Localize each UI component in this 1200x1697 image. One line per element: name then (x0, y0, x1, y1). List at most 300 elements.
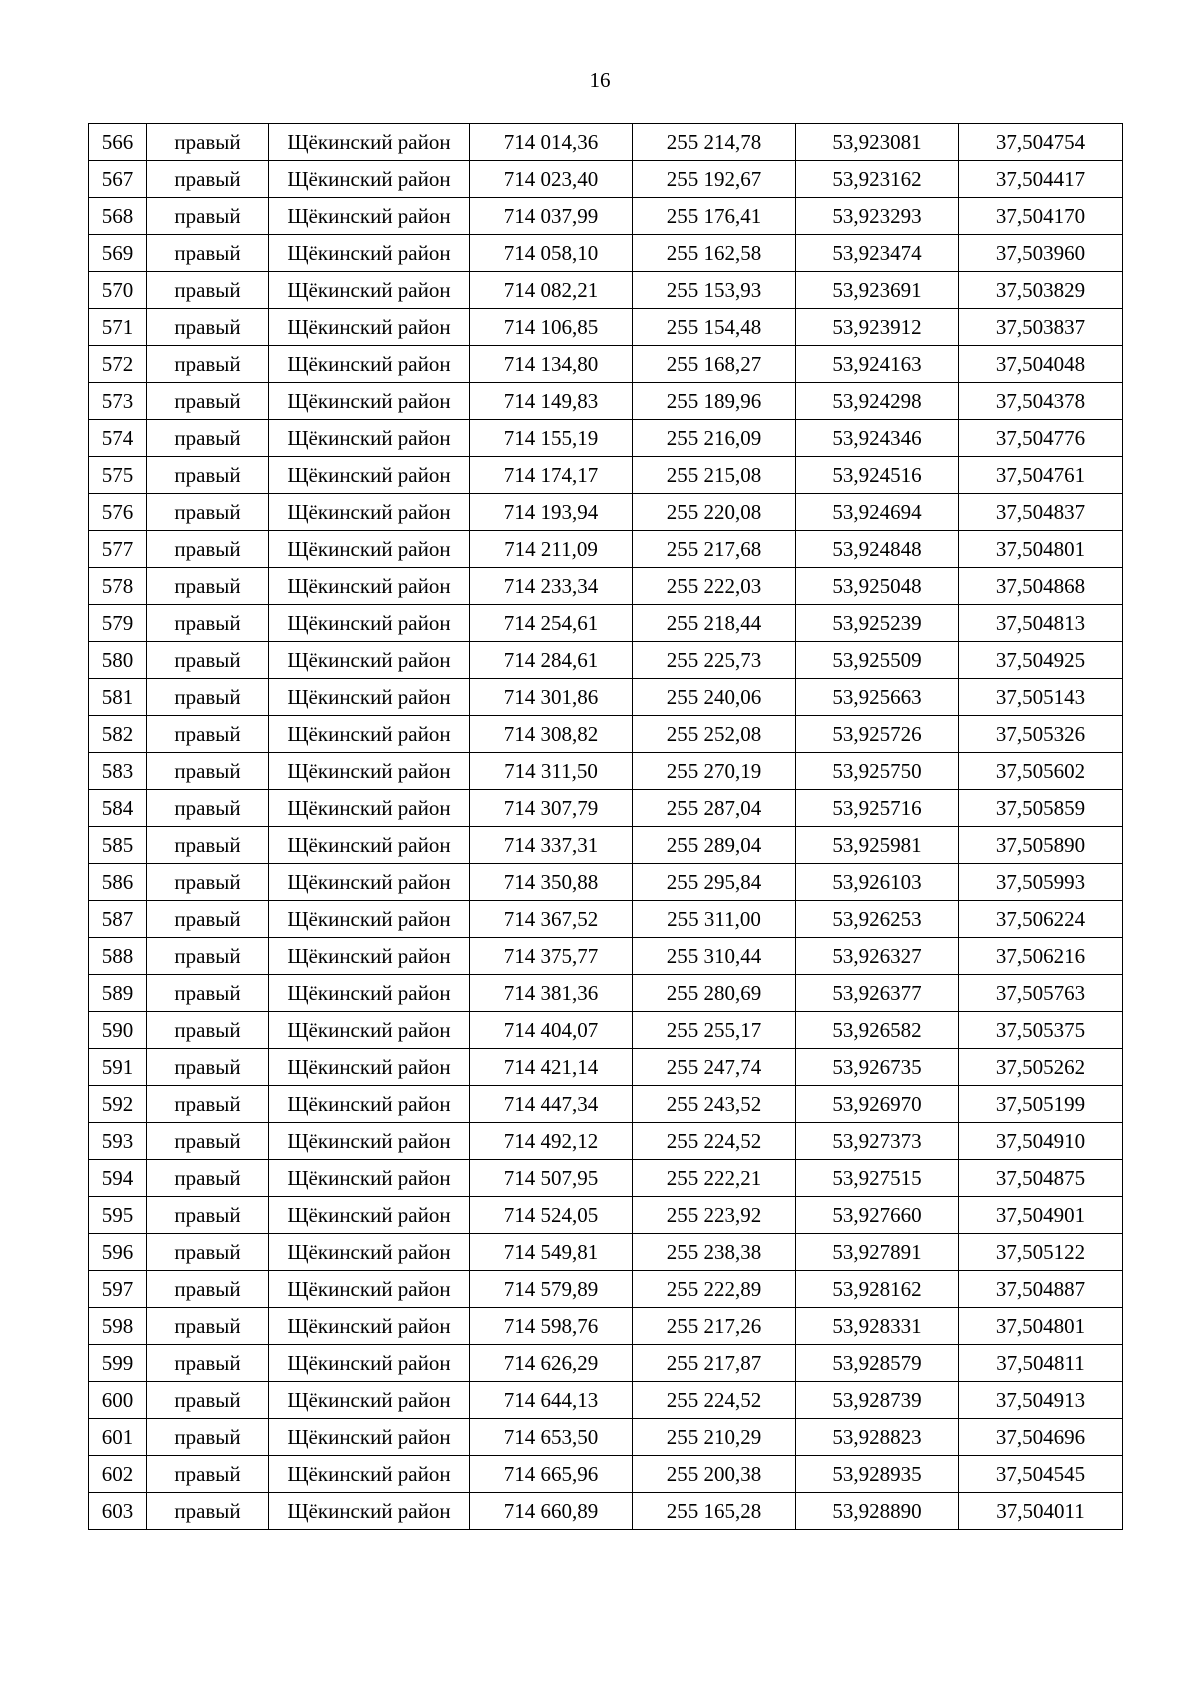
bank-side-cell: правый (147, 1234, 269, 1271)
x-coordinate-cell: 714 023,40 (470, 161, 633, 198)
latitude-cell: 53,923162 (796, 161, 959, 198)
latitude-cell: 53,928935 (796, 1456, 959, 1493)
longitude-cell: 37,504837 (959, 494, 1123, 531)
latitude-cell: 53,925716 (796, 790, 959, 827)
bank-side-cell: правый (147, 679, 269, 716)
district-cell: Щёкинский район (269, 864, 470, 901)
table-row (89, 1049, 1123, 1086)
longitude-cell: 37,504170 (959, 198, 1123, 235)
x-coordinate-cell: 714 644,13 (470, 1382, 633, 1419)
bank-side-cell: правый (147, 568, 269, 605)
x-coordinate-cell: 714 037,99 (470, 198, 633, 235)
table-row (89, 1382, 1123, 1419)
x-coordinate-cell: 714 447,34 (470, 1086, 633, 1123)
bank-side-cell: правый (147, 309, 269, 346)
longitude-cell: 37,504801 (959, 1308, 1123, 1345)
bank-side-cell: правый (147, 827, 269, 864)
latitude-cell: 53,924694 (796, 494, 959, 531)
table-row (89, 679, 1123, 716)
longitude-cell: 37,506216 (959, 938, 1123, 975)
table-row (89, 753, 1123, 790)
table-row (89, 1308, 1123, 1345)
longitude-cell: 37,504801 (959, 531, 1123, 568)
longitude-cell: 37,504925 (959, 642, 1123, 679)
point-number-cell: 571 (89, 309, 147, 346)
x-coordinate-cell: 714 660,89 (470, 1493, 633, 1530)
bank-side-cell: правый (147, 494, 269, 531)
bank-side-cell: правый (147, 531, 269, 568)
latitude-cell: 53,925509 (796, 642, 959, 679)
district-cell: Щёкинский район (269, 420, 470, 457)
x-coordinate-cell: 714 381,36 (470, 975, 633, 1012)
point-number-cell: 581 (89, 679, 147, 716)
point-number-cell: 592 (89, 1086, 147, 1123)
district-cell: Щёкинский район (269, 309, 470, 346)
x-coordinate-cell: 714 308,82 (470, 716, 633, 753)
y-coordinate-cell: 255 222,03 (633, 568, 796, 605)
table-row (89, 272, 1123, 309)
y-coordinate-cell: 255 223,92 (633, 1197, 796, 1234)
latitude-cell: 53,927373 (796, 1123, 959, 1160)
bank-side-cell: правый (147, 864, 269, 901)
table-row (89, 901, 1123, 938)
longitude-cell: 37,504887 (959, 1271, 1123, 1308)
x-coordinate-cell: 714 549,81 (470, 1234, 633, 1271)
longitude-cell: 37,504754 (959, 124, 1123, 161)
x-coordinate-cell: 714 653,50 (470, 1419, 633, 1456)
district-cell: Щёкинский район (269, 605, 470, 642)
latitude-cell: 53,923293 (796, 198, 959, 235)
bank-side-cell: правый (147, 790, 269, 827)
point-number-cell: 586 (89, 864, 147, 901)
longitude-cell: 37,505199 (959, 1086, 1123, 1123)
table-row (89, 605, 1123, 642)
point-number-cell: 575 (89, 457, 147, 494)
district-cell: Щёкинский район (269, 1012, 470, 1049)
table-row (89, 457, 1123, 494)
latitude-cell: 53,924163 (796, 346, 959, 383)
district-cell: Щёкинский район (269, 827, 470, 864)
bank-side-cell: правый (147, 975, 269, 1012)
longitude-cell: 37,503837 (959, 309, 1123, 346)
table-row (89, 642, 1123, 679)
table-row (89, 1234, 1123, 1271)
district-cell: Щёкинский район (269, 235, 470, 272)
y-coordinate-cell: 255 200,38 (633, 1456, 796, 1493)
x-coordinate-cell: 714 367,52 (470, 901, 633, 938)
x-coordinate-cell: 714 254,61 (470, 605, 633, 642)
y-coordinate-cell: 255 210,29 (633, 1419, 796, 1456)
district-cell: Щёкинский район (269, 346, 470, 383)
table-row (89, 383, 1123, 420)
point-number-cell: 572 (89, 346, 147, 383)
bank-side-cell: правый (147, 161, 269, 198)
district-cell: Щёкинский район (269, 1382, 470, 1419)
district-cell: Щёкинский район (269, 1308, 470, 1345)
table-row (89, 1345, 1123, 1382)
y-coordinate-cell: 255 220,08 (633, 494, 796, 531)
latitude-cell: 53,928739 (796, 1382, 959, 1419)
table-row (89, 938, 1123, 975)
latitude-cell: 53,927891 (796, 1234, 959, 1271)
longitude-cell: 37,505326 (959, 716, 1123, 753)
point-number-cell: 587 (89, 901, 147, 938)
y-coordinate-cell: 255 214,78 (633, 124, 796, 161)
table-row (89, 420, 1123, 457)
x-coordinate-cell: 714 579,89 (470, 1271, 633, 1308)
district-cell: Щёкинский район (269, 1160, 470, 1197)
district-cell: Щёкинский район (269, 1493, 470, 1530)
longitude-cell: 37,504378 (959, 383, 1123, 420)
bank-side-cell: правый (147, 716, 269, 753)
y-coordinate-cell: 255 255,17 (633, 1012, 796, 1049)
district-cell: Щёкинский район (269, 1456, 470, 1493)
bank-side-cell: правый (147, 938, 269, 975)
latitude-cell: 53,926377 (796, 975, 959, 1012)
point-number-cell: 580 (89, 642, 147, 679)
longitude-cell: 37,505122 (959, 1234, 1123, 1271)
district-cell: Щёкинский район (269, 975, 470, 1012)
x-coordinate-cell: 714 598,76 (470, 1308, 633, 1345)
page-number: 16 (589, 68, 611, 92)
coordinates-table (88, 123, 1123, 1530)
x-coordinate-cell: 714 174,17 (470, 457, 633, 494)
y-coordinate-cell: 255 176,41 (633, 198, 796, 235)
bank-side-cell: правый (147, 124, 269, 161)
latitude-cell: 53,923912 (796, 309, 959, 346)
point-number-cell: 569 (89, 235, 147, 272)
x-coordinate-cell: 714 106,85 (470, 309, 633, 346)
y-coordinate-cell: 255 216,09 (633, 420, 796, 457)
latitude-cell: 53,928579 (796, 1345, 959, 1382)
y-coordinate-cell: 255 215,08 (633, 457, 796, 494)
longitude-cell: 37,506224 (959, 901, 1123, 938)
district-cell: Щёкинский район (269, 1197, 470, 1234)
point-number-cell: 582 (89, 716, 147, 753)
bank-side-cell: правый (147, 1086, 269, 1123)
y-coordinate-cell: 255 217,26 (633, 1308, 796, 1345)
y-coordinate-cell: 255 295,84 (633, 864, 796, 901)
latitude-cell: 53,923691 (796, 272, 959, 309)
bank-side-cell: правый (147, 420, 269, 457)
y-coordinate-cell: 255 217,68 (633, 531, 796, 568)
table-row (89, 568, 1123, 605)
latitude-cell: 53,927660 (796, 1197, 959, 1234)
y-coordinate-cell: 255 310,44 (633, 938, 796, 975)
y-coordinate-cell: 255 189,96 (633, 383, 796, 420)
latitude-cell: 53,925663 (796, 679, 959, 716)
bank-side-cell: правый (147, 1419, 269, 1456)
y-coordinate-cell: 255 218,44 (633, 605, 796, 642)
x-coordinate-cell: 714 492,12 (470, 1123, 633, 1160)
y-coordinate-cell: 255 287,04 (633, 790, 796, 827)
point-number-cell: 593 (89, 1123, 147, 1160)
district-cell: Щёкинский район (269, 901, 470, 938)
y-coordinate-cell: 255 222,89 (633, 1271, 796, 1308)
bank-side-cell: правый (147, 198, 269, 235)
district-cell: Щёкинский район (269, 1123, 470, 1160)
latitude-cell: 53,925726 (796, 716, 959, 753)
y-coordinate-cell: 255 238,38 (633, 1234, 796, 1271)
table-row (89, 1197, 1123, 1234)
y-coordinate-cell: 255 280,69 (633, 975, 796, 1012)
bank-side-cell: правый (147, 457, 269, 494)
point-number-cell: 591 (89, 1049, 147, 1086)
x-coordinate-cell: 714 626,29 (470, 1345, 633, 1382)
x-coordinate-cell: 714 337,31 (470, 827, 633, 864)
district-cell: Щёкинский район (269, 1049, 470, 1086)
longitude-cell: 37,504011 (959, 1493, 1123, 1530)
latitude-cell: 53,925048 (796, 568, 959, 605)
table-row (89, 198, 1123, 235)
bank-side-cell: правый (147, 383, 269, 420)
table-row (89, 1271, 1123, 1308)
longitude-cell: 37,505143 (959, 679, 1123, 716)
district-cell: Щёкинский район (269, 790, 470, 827)
district-cell: Щёкинский район (269, 568, 470, 605)
point-number-cell: 574 (89, 420, 147, 457)
x-coordinate-cell: 714 524,05 (470, 1197, 633, 1234)
latitude-cell: 53,927515 (796, 1160, 959, 1197)
latitude-cell: 53,923474 (796, 235, 959, 272)
bank-side-cell: правый (147, 642, 269, 679)
table-row (89, 531, 1123, 568)
longitude-cell: 37,504545 (959, 1456, 1123, 1493)
bank-side-cell: правый (147, 1197, 269, 1234)
bank-side-cell: правый (147, 1012, 269, 1049)
bank-side-cell: правый (147, 1345, 269, 1382)
x-coordinate-cell: 714 211,09 (470, 531, 633, 568)
y-coordinate-cell: 255 270,19 (633, 753, 796, 790)
district-cell: Щёкинский район (269, 1419, 470, 1456)
longitude-cell: 37,505602 (959, 753, 1123, 790)
table-row (89, 494, 1123, 531)
table-row (89, 1419, 1123, 1456)
latitude-cell: 53,928331 (796, 1308, 959, 1345)
table-row (89, 309, 1123, 346)
longitude-cell: 37,505859 (959, 790, 1123, 827)
point-number-cell: 601 (89, 1419, 147, 1456)
table-row (89, 1086, 1123, 1123)
y-coordinate-cell: 255 192,67 (633, 161, 796, 198)
coordinates-table-body (89, 124, 1123, 1530)
latitude-cell: 53,925981 (796, 827, 959, 864)
x-coordinate-cell: 714 307,79 (470, 790, 633, 827)
bank-side-cell: правый (147, 1049, 269, 1086)
bank-side-cell: правый (147, 272, 269, 309)
point-number-cell: 584 (89, 790, 147, 827)
bank-side-cell: правый (147, 1271, 269, 1308)
y-coordinate-cell: 255 240,06 (633, 679, 796, 716)
table-row (89, 1493, 1123, 1530)
table-row (89, 1160, 1123, 1197)
longitude-cell: 37,503960 (959, 235, 1123, 272)
table-row (89, 827, 1123, 864)
point-number-cell: 597 (89, 1271, 147, 1308)
point-number-cell: 568 (89, 198, 147, 235)
latitude-cell: 53,926103 (796, 864, 959, 901)
table-row (89, 716, 1123, 753)
point-number-cell: 599 (89, 1345, 147, 1382)
point-number-cell: 585 (89, 827, 147, 864)
district-cell: Щёкинский район (269, 716, 470, 753)
point-number-cell: 578 (89, 568, 147, 605)
latitude-cell: 53,928162 (796, 1271, 959, 1308)
bank-side-cell: правый (147, 1493, 269, 1530)
point-number-cell: 570 (89, 272, 147, 309)
district-cell: Щёкинский район (269, 494, 470, 531)
y-coordinate-cell: 255 217,87 (633, 1345, 796, 1382)
point-number-cell: 590 (89, 1012, 147, 1049)
table-row (89, 235, 1123, 272)
district-cell: Щёкинский район (269, 1086, 470, 1123)
x-coordinate-cell: 714 404,07 (470, 1012, 633, 1049)
latitude-cell: 53,923081 (796, 124, 959, 161)
longitude-cell: 37,504048 (959, 346, 1123, 383)
bank-side-cell: правый (147, 1160, 269, 1197)
district-cell: Щёкинский район (269, 272, 470, 309)
district-cell: Щёкинский район (269, 753, 470, 790)
point-number-cell: 588 (89, 938, 147, 975)
longitude-cell: 37,504696 (959, 1419, 1123, 1456)
x-coordinate-cell: 714 134,80 (470, 346, 633, 383)
x-coordinate-cell: 714 284,61 (470, 642, 633, 679)
point-number-cell: 596 (89, 1234, 147, 1271)
longitude-cell: 37,505375 (959, 1012, 1123, 1049)
bank-side-cell: правый (147, 901, 269, 938)
point-number-cell: 600 (89, 1382, 147, 1419)
district-cell: Щёкинский район (269, 531, 470, 568)
point-number-cell: 602 (89, 1456, 147, 1493)
latitude-cell: 53,926327 (796, 938, 959, 975)
table-row (89, 1456, 1123, 1493)
y-coordinate-cell: 255 247,74 (633, 1049, 796, 1086)
longitude-cell: 37,505262 (959, 1049, 1123, 1086)
x-coordinate-cell: 714 149,83 (470, 383, 633, 420)
longitude-cell: 37,504910 (959, 1123, 1123, 1160)
table-row (89, 1012, 1123, 1049)
bank-side-cell: правый (147, 1382, 269, 1419)
district-cell: Щёкинский район (269, 938, 470, 975)
point-number-cell: 577 (89, 531, 147, 568)
latitude-cell: 53,924848 (796, 531, 959, 568)
district-cell: Щёкинский район (269, 1345, 470, 1382)
bank-side-cell: правый (147, 346, 269, 383)
y-coordinate-cell: 255 224,52 (633, 1382, 796, 1419)
longitude-cell: 37,505763 (959, 975, 1123, 1012)
point-number-cell: 594 (89, 1160, 147, 1197)
district-cell: Щёкинский район (269, 124, 470, 161)
longitude-cell: 37,504417 (959, 161, 1123, 198)
x-coordinate-cell: 714 082,21 (470, 272, 633, 309)
x-coordinate-cell: 714 350,88 (470, 864, 633, 901)
y-coordinate-cell: 255 154,48 (633, 309, 796, 346)
longitude-cell: 37,504868 (959, 568, 1123, 605)
y-coordinate-cell: 255 162,58 (633, 235, 796, 272)
latitude-cell: 53,924298 (796, 383, 959, 420)
table-row (89, 346, 1123, 383)
x-coordinate-cell: 714 421,14 (470, 1049, 633, 1086)
y-coordinate-cell: 255 225,73 (633, 642, 796, 679)
district-cell: Щёкинский район (269, 161, 470, 198)
y-coordinate-cell: 255 224,52 (633, 1123, 796, 1160)
bank-side-cell: правый (147, 753, 269, 790)
bank-side-cell: правый (147, 1123, 269, 1160)
y-coordinate-cell: 255 252,08 (633, 716, 796, 753)
longitude-cell: 37,504813 (959, 605, 1123, 642)
table-row (89, 1123, 1123, 1160)
x-coordinate-cell: 714 375,77 (470, 938, 633, 975)
x-coordinate-cell: 714 058,10 (470, 235, 633, 272)
longitude-cell: 37,504875 (959, 1160, 1123, 1197)
district-cell: Щёкинский район (269, 383, 470, 420)
latitude-cell: 53,926735 (796, 1049, 959, 1086)
longitude-cell: 37,504811 (959, 1345, 1123, 1382)
y-coordinate-cell: 255 243,52 (633, 1086, 796, 1123)
latitude-cell: 53,924516 (796, 457, 959, 494)
longitude-cell: 37,504776 (959, 420, 1123, 457)
bank-side-cell: правый (147, 1456, 269, 1493)
district-cell: Щёкинский район (269, 642, 470, 679)
latitude-cell: 53,926582 (796, 1012, 959, 1049)
latitude-cell: 53,926970 (796, 1086, 959, 1123)
x-coordinate-cell: 714 014,36 (470, 124, 633, 161)
point-number-cell: 603 (89, 1493, 147, 1530)
x-coordinate-cell: 714 311,50 (470, 753, 633, 790)
point-number-cell: 583 (89, 753, 147, 790)
latitude-cell: 53,925239 (796, 605, 959, 642)
point-number-cell: 567 (89, 161, 147, 198)
point-number-cell: 566 (89, 124, 147, 161)
x-coordinate-cell: 714 233,34 (470, 568, 633, 605)
point-number-cell: 579 (89, 605, 147, 642)
longitude-cell: 37,505890 (959, 827, 1123, 864)
x-coordinate-cell: 714 665,96 (470, 1456, 633, 1493)
x-coordinate-cell: 714 507,95 (470, 1160, 633, 1197)
bank-side-cell: правый (147, 605, 269, 642)
longitude-cell: 37,504761 (959, 457, 1123, 494)
y-coordinate-cell: 255 168,27 (633, 346, 796, 383)
y-coordinate-cell: 255 311,00 (633, 901, 796, 938)
point-number-cell: 598 (89, 1308, 147, 1345)
latitude-cell: 53,926253 (796, 901, 959, 938)
y-coordinate-cell: 255 222,21 (633, 1160, 796, 1197)
latitude-cell: 53,928823 (796, 1419, 959, 1456)
district-cell: Щёкинский район (269, 198, 470, 235)
point-number-cell: 595 (89, 1197, 147, 1234)
point-number-cell: 576 (89, 494, 147, 531)
table-row (89, 790, 1123, 827)
longitude-cell: 37,503829 (959, 272, 1123, 309)
table-row (89, 975, 1123, 1012)
x-coordinate-cell: 714 301,86 (470, 679, 633, 716)
y-coordinate-cell: 255 165,28 (633, 1493, 796, 1530)
district-cell: Щёкинский район (269, 1271, 470, 1308)
y-coordinate-cell: 255 153,93 (633, 272, 796, 309)
district-cell: Щёкинский район (269, 1234, 470, 1271)
latitude-cell: 53,925750 (796, 753, 959, 790)
x-coordinate-cell: 714 155,19 (470, 420, 633, 457)
longitude-cell: 37,505993 (959, 864, 1123, 901)
x-coordinate-cell: 714 193,94 (470, 494, 633, 531)
district-cell: Щёкинский район (269, 457, 470, 494)
latitude-cell: 53,928890 (796, 1493, 959, 1530)
table-row (89, 124, 1123, 161)
latitude-cell: 53,924346 (796, 420, 959, 457)
y-coordinate-cell: 255 289,04 (633, 827, 796, 864)
longitude-cell: 37,504913 (959, 1382, 1123, 1419)
point-number-cell: 573 (89, 383, 147, 420)
